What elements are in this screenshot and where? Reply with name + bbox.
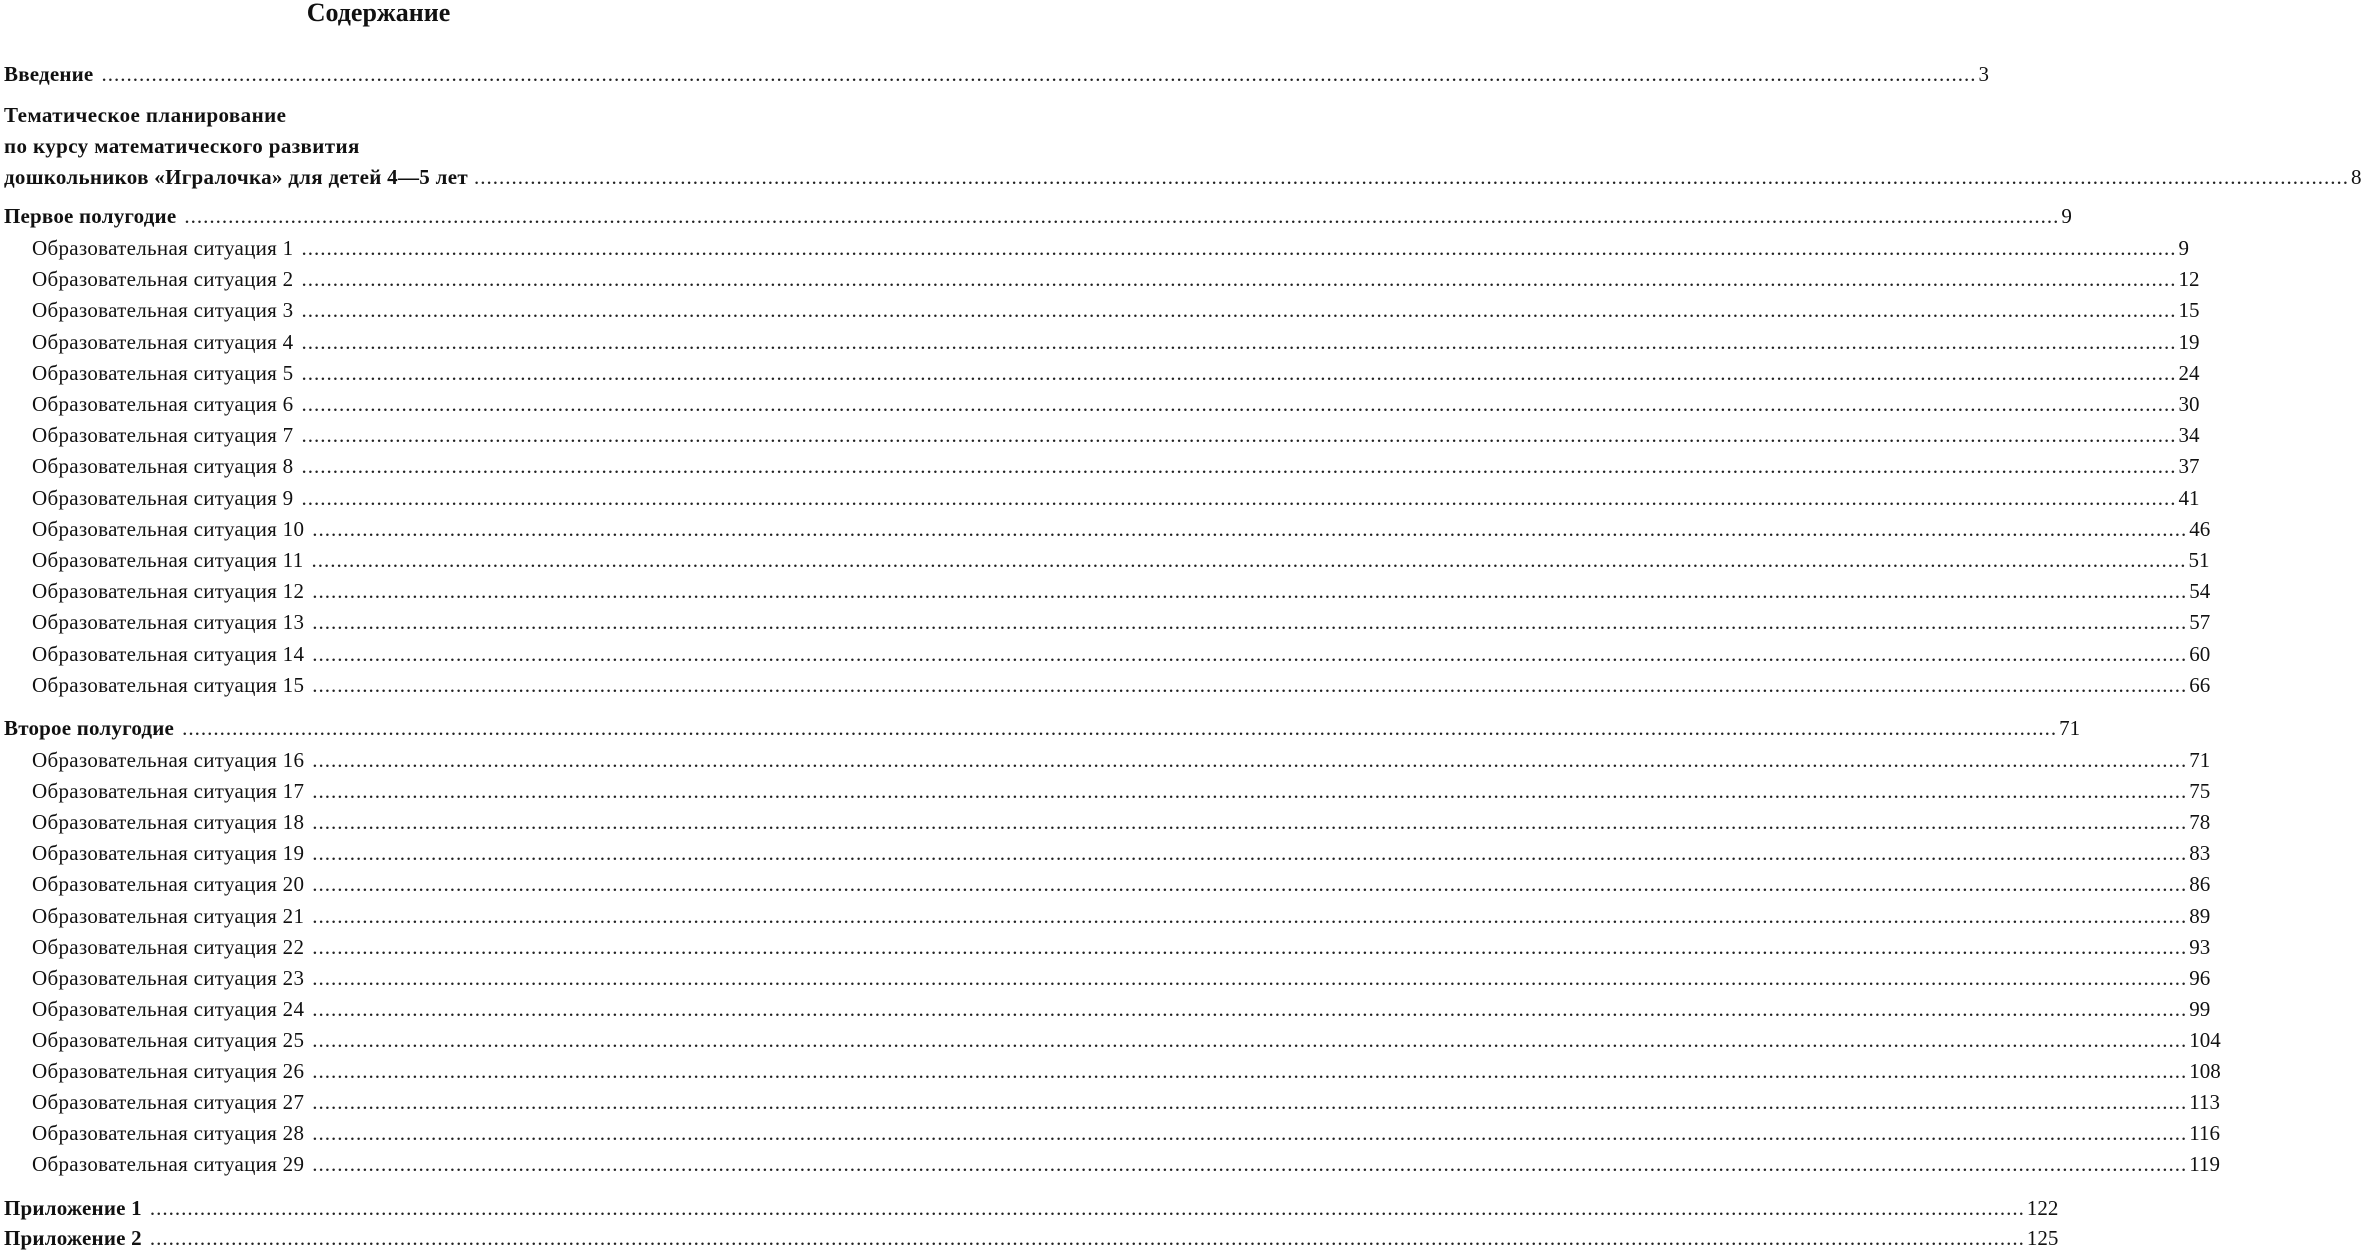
entry-label: Приложение 1	[4, 1196, 142, 1220]
entry-label: Образовательная ситуация 1	[32, 236, 294, 260]
entry-label: Образовательная ситуация 6	[32, 392, 294, 416]
toc-entry-situation[interactable]	[32, 260, 2200, 292]
toc-entry-first-half[interactable]	[4, 197, 2072, 228]
toc-entry-situation[interactable]	[32, 385, 2200, 416]
entry-label-line: по курсу математического развития	[4, 134, 360, 158]
dot-leader: ............................................................................................................................................................................................................................................................................................................	[473, 165, 2349, 189]
entry-label: Образовательная ситуация 29	[32, 1152, 305, 1177]
entry-label: Образовательная ситуация 8	[32, 454, 294, 479]
dot-leader: ............................................................................................................................................................................................................................................................................................................	[312, 996, 2188, 1021]
entry-page: 3	[1978, 62, 1989, 86]
entry-label: Образовательная ситуация 21	[32, 903, 305, 928]
dot-leader: ............................................................................................................................................................................................................................................................................................................	[312, 1027, 2188, 1052]
entry-page: 108	[2189, 1059, 2221, 1083]
dot-leader: ............................................................................................................................................................................................................................................................................................................	[301, 267, 2177, 292]
entry-label: Образовательная ситуация 24	[32, 996, 305, 1021]
entry-page: 78	[2189, 810, 2211, 835]
entry-label: Образовательная ситуация 17	[32, 779, 305, 804]
toc-entry-intro[interactable]	[4, 55, 1989, 86]
toc-entry-situation[interactable]	[32, 510, 2211, 541]
entry-label-line: Тематическое планирование	[4, 103, 287, 127]
entry-label: Образовательная ситуация 18	[32, 810, 305, 835]
toc-entry-planning[interactable]	[4, 100, 2361, 193]
toc-entry-situation[interactable]	[32, 1145, 2221, 1177]
toc-entry-situation[interactable]	[32, 603, 2211, 635]
entry-label: Образовательная ситуация 26	[32, 1059, 305, 1083]
entry-label: Образовательная ситуация 10	[32, 516, 305, 541]
entry-page: 99	[2189, 996, 2211, 1021]
toc-entry-situation[interactable]	[32, 572, 2211, 604]
entry-label: Введение	[4, 62, 94, 86]
entry-page: 104	[2189, 1027, 2221, 1052]
entry-page: 12	[2178, 267, 2200, 292]
dot-leader: ............................................................................................................................................................................................................................................................................................................	[312, 641, 2188, 666]
entry-page: 116	[2189, 1121, 2221, 1146]
toc-entry-situation[interactable]	[32, 354, 2200, 385]
dot-leader: ............................................................................................................................................................................................................................................................................................................	[311, 548, 2187, 572]
entry-page: 9	[2061, 204, 2072, 228]
dot-leader: ............................................................................................................................................................................................................................................................................................................	[101, 62, 1977, 86]
dot-leader: ............................................................................................................................................................................................................................................................................................................	[301, 454, 2177, 479]
toc-entry-situation[interactable]	[32, 928, 2211, 959]
toc-entry-situation[interactable]	[32, 741, 2211, 772]
dot-leader: ............................................................................................................................................................................................................................................................................................................	[301, 423, 2177, 448]
entry-page: 89	[2189, 903, 2211, 928]
toc-entry-situation[interactable]	[32, 1021, 2221, 1052]
toc-entry-situation[interactable]	[32, 803, 2211, 835]
dot-leader: ............................................................................................................................................................................................................................................................................................................	[312, 748, 2188, 772]
entry-page: 60	[2189, 641, 2211, 666]
toc-entry-situation[interactable]	[32, 897, 2211, 928]
entry-page: 30	[2178, 392, 2200, 416]
entry-label: Образовательная ситуация 27	[32, 1090, 305, 1115]
entry-label: Второе полугодие	[4, 716, 175, 740]
dot-leader: ............................................................................................................................................................................................................................................................................................................	[301, 236, 2177, 260]
entry-page: 86	[2189, 872, 2211, 897]
toc-entry-situation[interactable]	[32, 959, 2211, 990]
dot-leader: ............................................................................................................................................................................................................................................................................................................	[301, 485, 2177, 510]
toc-entry-situation[interactable]	[32, 666, 2211, 697]
entry-label: Образовательная ситуация 5	[32, 360, 294, 385]
toc-entry-situation[interactable]	[32, 447, 2200, 479]
toc-entry-situation[interactable]	[32, 323, 2200, 354]
entry-page: 54	[2189, 579, 2211, 604]
entry-page: 24	[2178, 360, 2200, 385]
entry-page: 125	[2026, 1226, 2059, 1250]
dot-leader: ............................................................................................................................................................................................................................................................................................................	[312, 810, 2188, 835]
entry-page: 71	[2059, 716, 2081, 740]
dot-leader: ............................................................................................................................................................................................................................................................................................................	[149, 1196, 2025, 1220]
toc-entry-situation[interactable]	[32, 541, 2210, 572]
dot-leader: ............................................................................................................................................................................................................................................................................................................	[312, 1090, 2188, 1115]
toc-entry-situation[interactable]	[32, 479, 2200, 510]
dot-leader: ............................................................................................................................................................................................................................................................................................................	[301, 329, 2177, 354]
entry-page: 46	[2189, 516, 2211, 541]
dot-leader: ............................................................................................................................................................................................................................................................................................................	[301, 392, 2177, 416]
dot-leader: ............................................................................................................................................................................................................................................................................................................	[182, 716, 2058, 740]
entry-page: 113	[2189, 1090, 2221, 1115]
toc-entry-situation[interactable]	[32, 291, 2200, 323]
toc-entry-situation[interactable]	[32, 416, 2200, 448]
entry-label-line: дошкольников «Игралочка» для детей 4—5 лет	[4, 165, 468, 189]
entry-page: 34	[2178, 423, 2200, 448]
toc-entry-situation[interactable]	[32, 229, 2189, 260]
dot-leader: ............................................................................................................................................................................................................................................................................................................	[312, 610, 2188, 635]
entry-page: 57	[2189, 610, 2211, 635]
entry-label: Образовательная ситуация 13	[32, 610, 305, 635]
dot-leader: ............................................................................................................................................................................................................................................................................................................	[312, 903, 2188, 928]
entry-label: Первое полугодие	[4, 204, 177, 228]
toc-entry-situation[interactable]	[32, 635, 2211, 666]
dot-leader: ............................................................................................................................................................................................................................................................................................................	[312, 516, 2188, 541]
entry-label: Образовательная ситуация 12	[32, 579, 305, 604]
entry-label: Образовательная ситуация 20	[32, 872, 305, 897]
dot-leader: ............................................................................................................................................................................................................................................................................................................	[312, 1152, 2188, 1177]
page-title: Содержание	[306, 0, 451, 27]
entry-label: Образовательная ситуация 15	[32, 672, 305, 697]
entry-label: Образовательная ситуация 16	[32, 748, 305, 772]
dot-leader: ............................................................................................................................................................................................................................................................................................................	[312, 841, 2188, 866]
dot-leader: ............................................................................................................................................................................................................................................................................................................	[149, 1226, 2025, 1250]
toc-entry-situation[interactable]	[32, 772, 2211, 804]
toc-entry-situation[interactable]	[32, 1114, 2221, 1146]
dot-leader: ............................................................................................................................................................................................................................................................................................................	[184, 204, 2060, 228]
entry-label: Образовательная ситуация 2	[32, 267, 294, 292]
toc-entry-second-half[interactable]	[4, 709, 2081, 740]
entry-page: 19	[2178, 329, 2200, 354]
entry-page: 51	[2188, 548, 2210, 572]
dot-leader: ............................................................................................................................................................................................................................................................................................................	[312, 1059, 2188, 1083]
entry-label: Приложение 2	[4, 1226, 142, 1250]
toc-entry-situation[interactable]	[32, 834, 2211, 866]
dot-leader: ............................................................................................................................................................................................................................................................................................................	[301, 298, 2177, 323]
dot-leader: ............................................................................................................................................................................................................................................................................................................	[312, 579, 2188, 604]
toc-entry-situation[interactable]	[32, 1052, 2221, 1083]
dot-leader: ............................................................................................................................................................................................................................................................................................................	[312, 965, 2188, 990]
dot-leader: ............................................................................................................................................................................................................................................................................................................	[312, 934, 2188, 959]
entry-page: 83	[2189, 841, 2211, 866]
toc-entry-situation[interactable]	[32, 1083, 2221, 1115]
entry-page: 9	[2178, 236, 2189, 260]
entry-label: Образовательная ситуация 19	[32, 841, 305, 866]
entry-label: Образовательная ситуация 7	[32, 423, 294, 448]
toc-entry-situation[interactable]	[32, 990, 2211, 1021]
entry-label: Образовательная ситуация 23	[32, 965, 305, 990]
entry-label: Образовательная ситуация 28	[32, 1121, 305, 1146]
toc-entry-appendix-1[interactable]	[4, 1189, 2059, 1220]
entry-page: 119	[2189, 1152, 2221, 1177]
entry-page: 8	[2350, 165, 2361, 189]
dot-leader: ............................................................................................................................................................................................................................................................................................................	[312, 1121, 2188, 1146]
dot-leader: ............................................................................................................................................................................................................................................................................................................	[301, 360, 2177, 385]
dot-leader: ............................................................................................................................................................................................................................................................................................................	[312, 672, 2188, 697]
entry-page: 122	[2026, 1196, 2059, 1220]
entry-label: Образовательная ситуация 3	[32, 298, 294, 323]
entry-label: Образовательная ситуация 11	[32, 548, 304, 572]
entry-label: Образовательная ситуация 14	[32, 641, 305, 666]
entry-page: 15	[2178, 298, 2200, 323]
entry-page: 41	[2178, 485, 2200, 510]
toc-entry-situation[interactable]	[32, 865, 2211, 897]
dot-leader: ............................................................................................................................................................................................................................................................................................................	[312, 779, 2188, 804]
entry-page: 71	[2189, 748, 2211, 772]
toc-entry-appendix-2[interactable]	[4, 1219, 2059, 1250]
entry-label: Образовательная ситуация 4	[32, 329, 294, 354]
entry-page: 37	[2178, 454, 2200, 479]
entry-page: 75	[2189, 779, 2211, 804]
entry-label: Образовательная ситуация 25	[32, 1027, 305, 1052]
entry-page: 66	[2189, 672, 2211, 697]
dot-leader: ............................................................................................................................................................................................................................................................................................................	[312, 872, 2188, 897]
entry-page: 96	[2189, 965, 2211, 990]
entry-label: Образовательная ситуация 22	[32, 934, 305, 959]
entry-page: 93	[2189, 934, 2211, 959]
entry-label: Образовательная ситуация 9	[32, 485, 294, 510]
